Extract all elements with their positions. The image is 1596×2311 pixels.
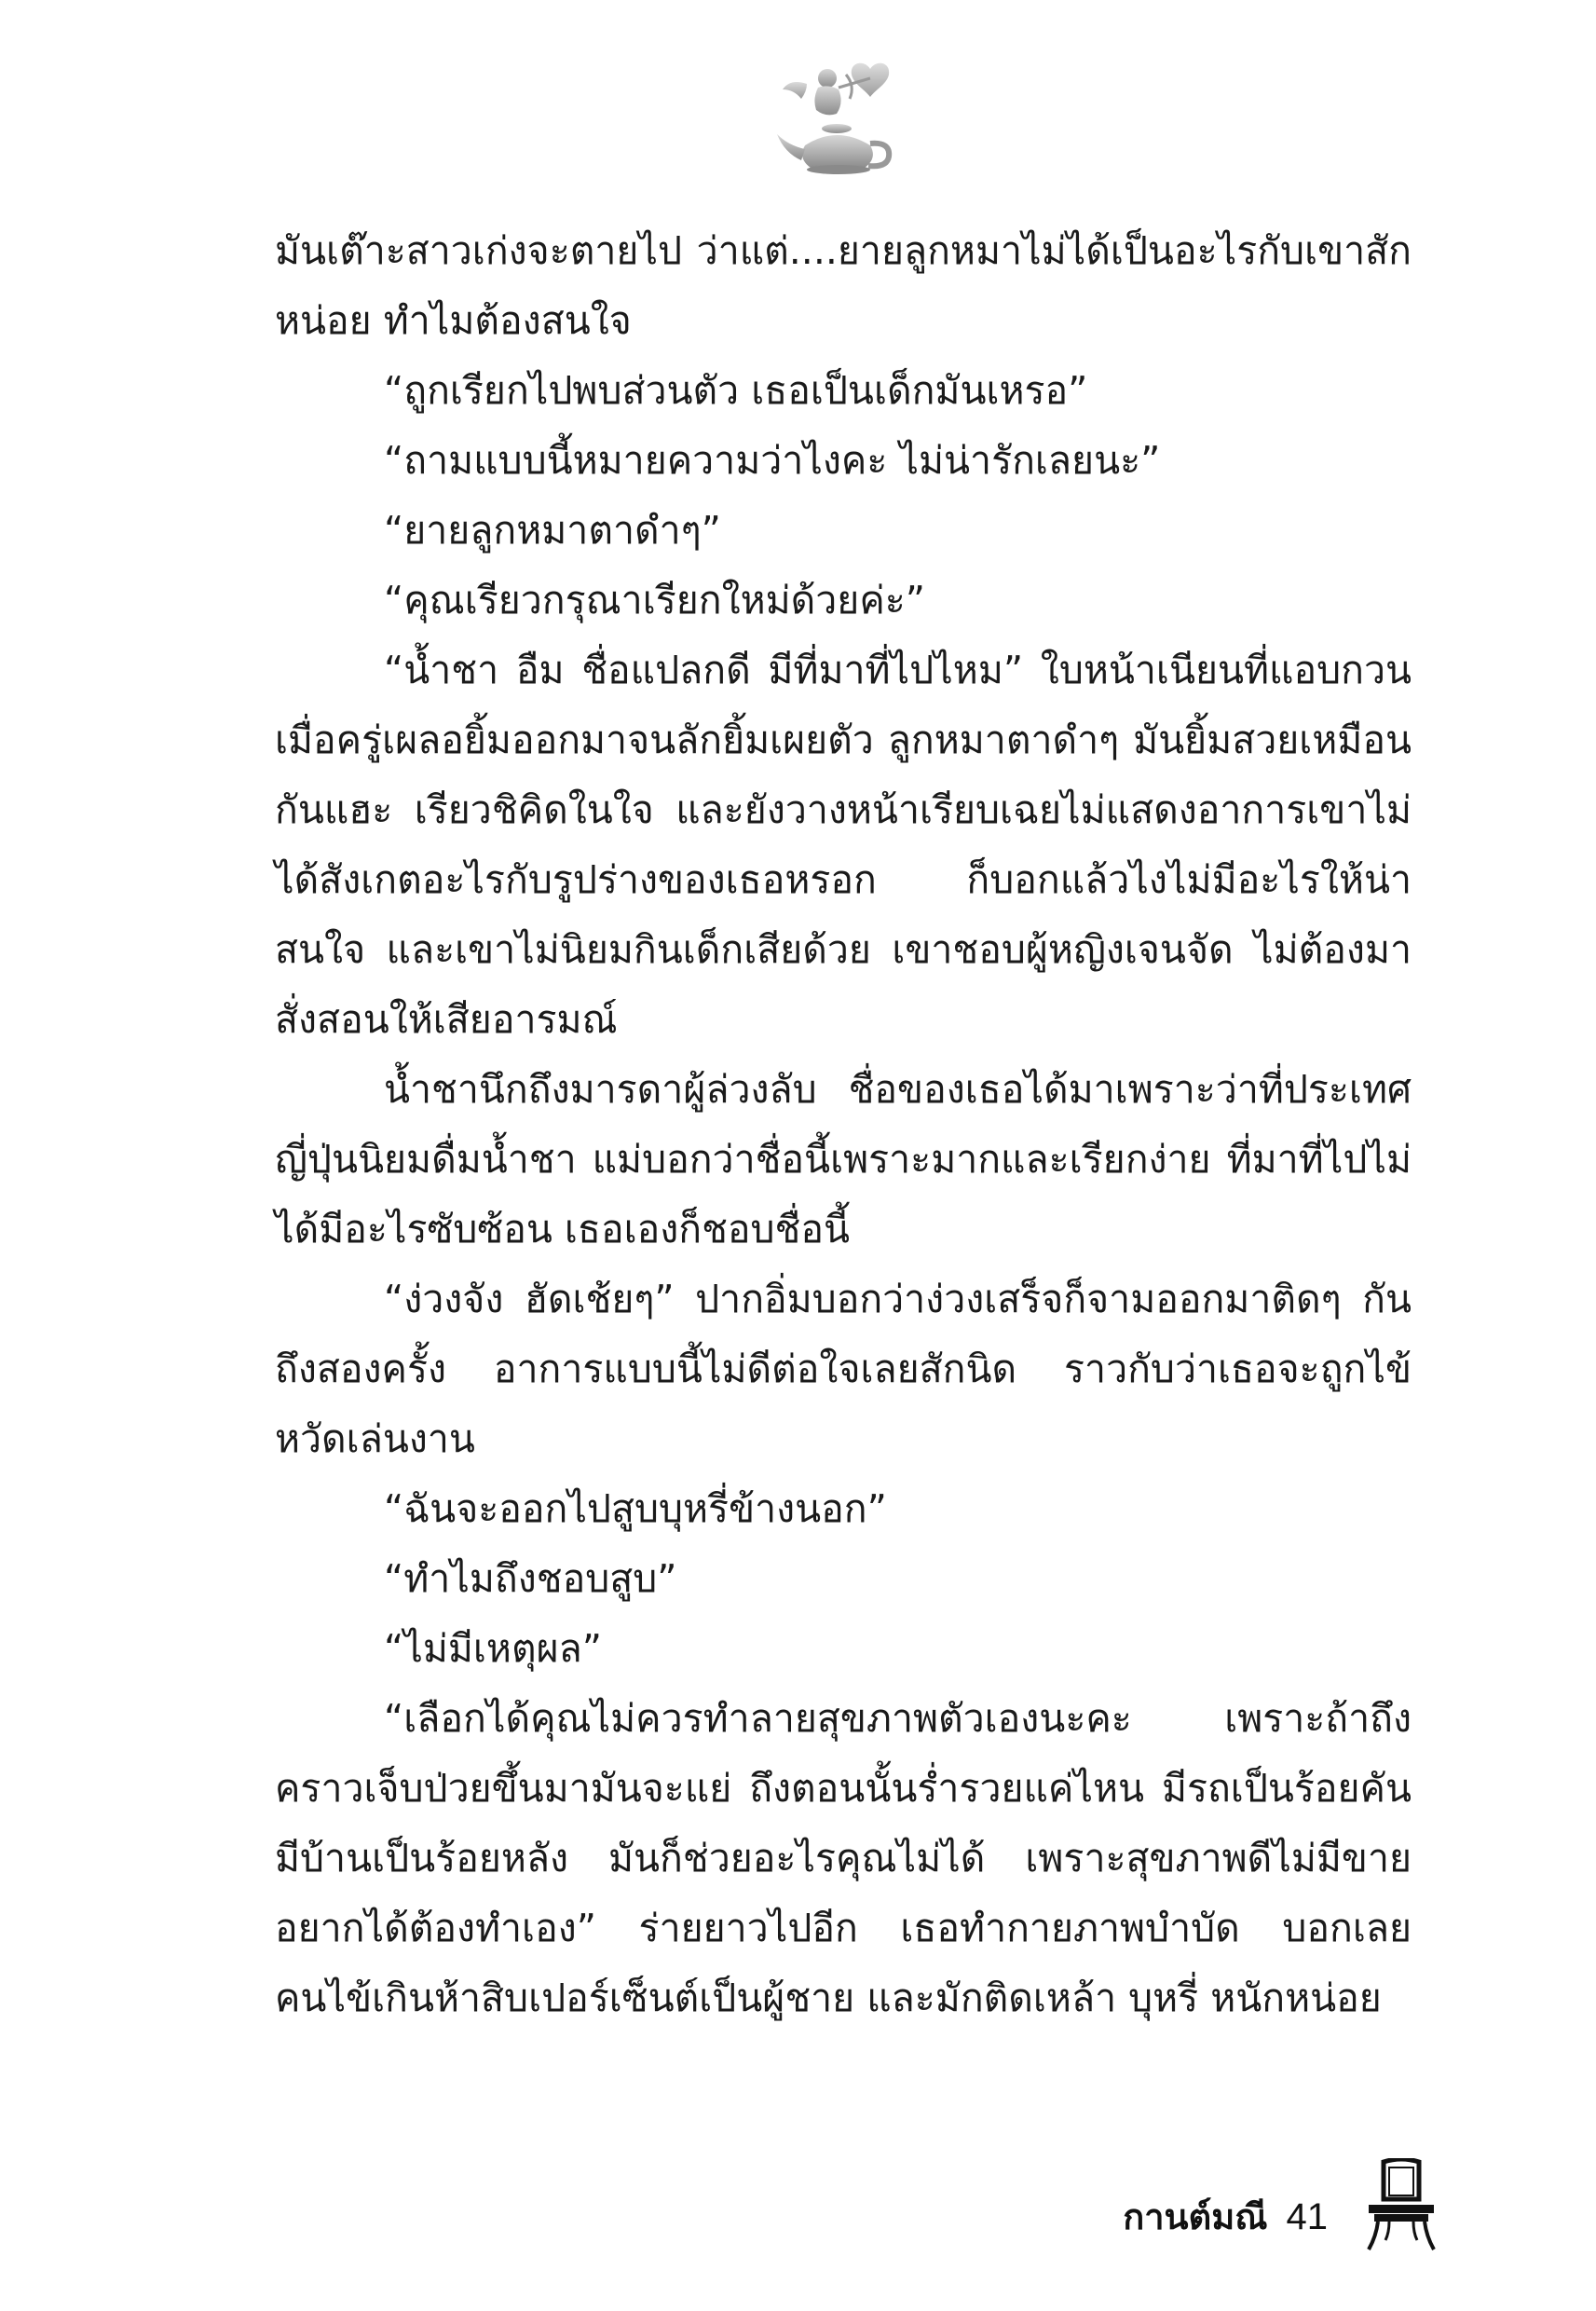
- paragraph: มันเต๊าะสาวเก่งจะตายไป ว่าแต่....ยายลูกหมาไม่ได้เป็นอะไรกับเขาสักหน่อย ทำไมต้องสนใจ: [275, 228, 1412, 343]
- paragraph: “ไม่มีเหตุผล”: [384, 1626, 602, 1671]
- paragraph: “คุณเรียวกรุณาเรียกใหม่ด้วยค่ะ”: [384, 578, 926, 622]
- mirror-vanity-icon: [1365, 2158, 1438, 2251]
- paragraph: “ฉันจะออกไปสูบบุหรี่ข้างนอก”: [384, 1486, 887, 1531]
- paragraph: “ถามแบบนี้หมายความว่าไงคะ ไม่น่ารักเลยนะ”: [384, 438, 1161, 483]
- page-number: 41: [1286, 2196, 1328, 2237]
- book-title: กานต์มณี: [1123, 2196, 1268, 2237]
- paragraph: “เลือกได้คุณไม่ควรทำลายสุขภาพตัวเองนะคะ เพราะถ้าถึงคราวเจ็บป่วยขึ้นมามันจะแย่ ถึงตอนนั้นร่ำรวยแค่ไหน มีรถเป็นร้อยคันมีบ้านเป็นร้อยหลัง มันก็ช่วยอะไรคุณไม่ได้ เพราะสุขภาพดีไม่มีขายอยากได้ต้องทำเอง” ร่ายยาวไปอีก เธอทำกายภาพบำบัด บอกเลยคนไข้เกินห้าสิบเปอร์เซ็นต์เป็นผู้ชาย และมักติดเหล้า บุหรี่ หนักหน่อย: [275, 1696, 1412, 2020]
- paragraph: “ถูกเรียกไปพบส่วนตัว เธอเป็นเด็กมันเหรอ”: [384, 368, 1088, 413]
- cupid-teapot-icon: [766, 56, 906, 177]
- paragraph: น้ำชานึกถึงมารดาผู้ล่วงลับ ชื่อของเธอได้มาเพราะว่าที่ประเทศญี่ปุ่นนิยมดื่มน้ำชา แม่บอกว่าชื่อนี้เพราะมากและเรียกง่าย ที่มาที่ไปไม่ได้มีอะไรซับซ้อน เธอเองก็ชอบชื่อนี้: [275, 1067, 1412, 1251]
- paragraph: “น้ำชา อืม ชื่อแปลกดี มีที่มาที่ไปไหม” ใบหน้าเนียนที่แอบกวนเมื่อครู่เผลอยิ้มออกมาจนลักยิ้มเผยตัว ลูกหมาตาดำๆ มันยิ้มสวยเหมือนกันแฮะ เรียวชิคิดในใจ และยังวางหน้าเรียบเฉยไม่แสดงอาการเขาไม่ได้สังเกตอะไรกับรูปร่างของเธอหรอก ก็บอกแล้วไงไม่มีอะไรให้น่าสนใจ และเขาไม่นิยมกินเด็กเสียด้วย เขาชอบผู้หญิงเจนจัด ไม่ต้องมาสั่งสอนให้เสียอารมณ์: [275, 648, 1412, 1042]
- paragraph: “ทำไมถึงชอบสูบ”: [384, 1556, 677, 1601]
- body-text: [275, 216, 1412, 2033]
- paragraph: “ยายลูกหมาตาดำๆ”: [384, 508, 721, 553]
- paragraph: “ง่วงจัง ฮัดเช้ยๆ” ปากอิ่มบอกว่าง่วงเสร็จก็จามออกมาติดๆ กันถึงสองครั้ง อาการแบบนี้ไม่ดีต่อใจเลยสักนิด ราวกับว่าเธอจะถูกไข้หวัดเล่นงาน: [275, 1277, 1412, 1461]
- page-footer: [1123, 2158, 1438, 2251]
